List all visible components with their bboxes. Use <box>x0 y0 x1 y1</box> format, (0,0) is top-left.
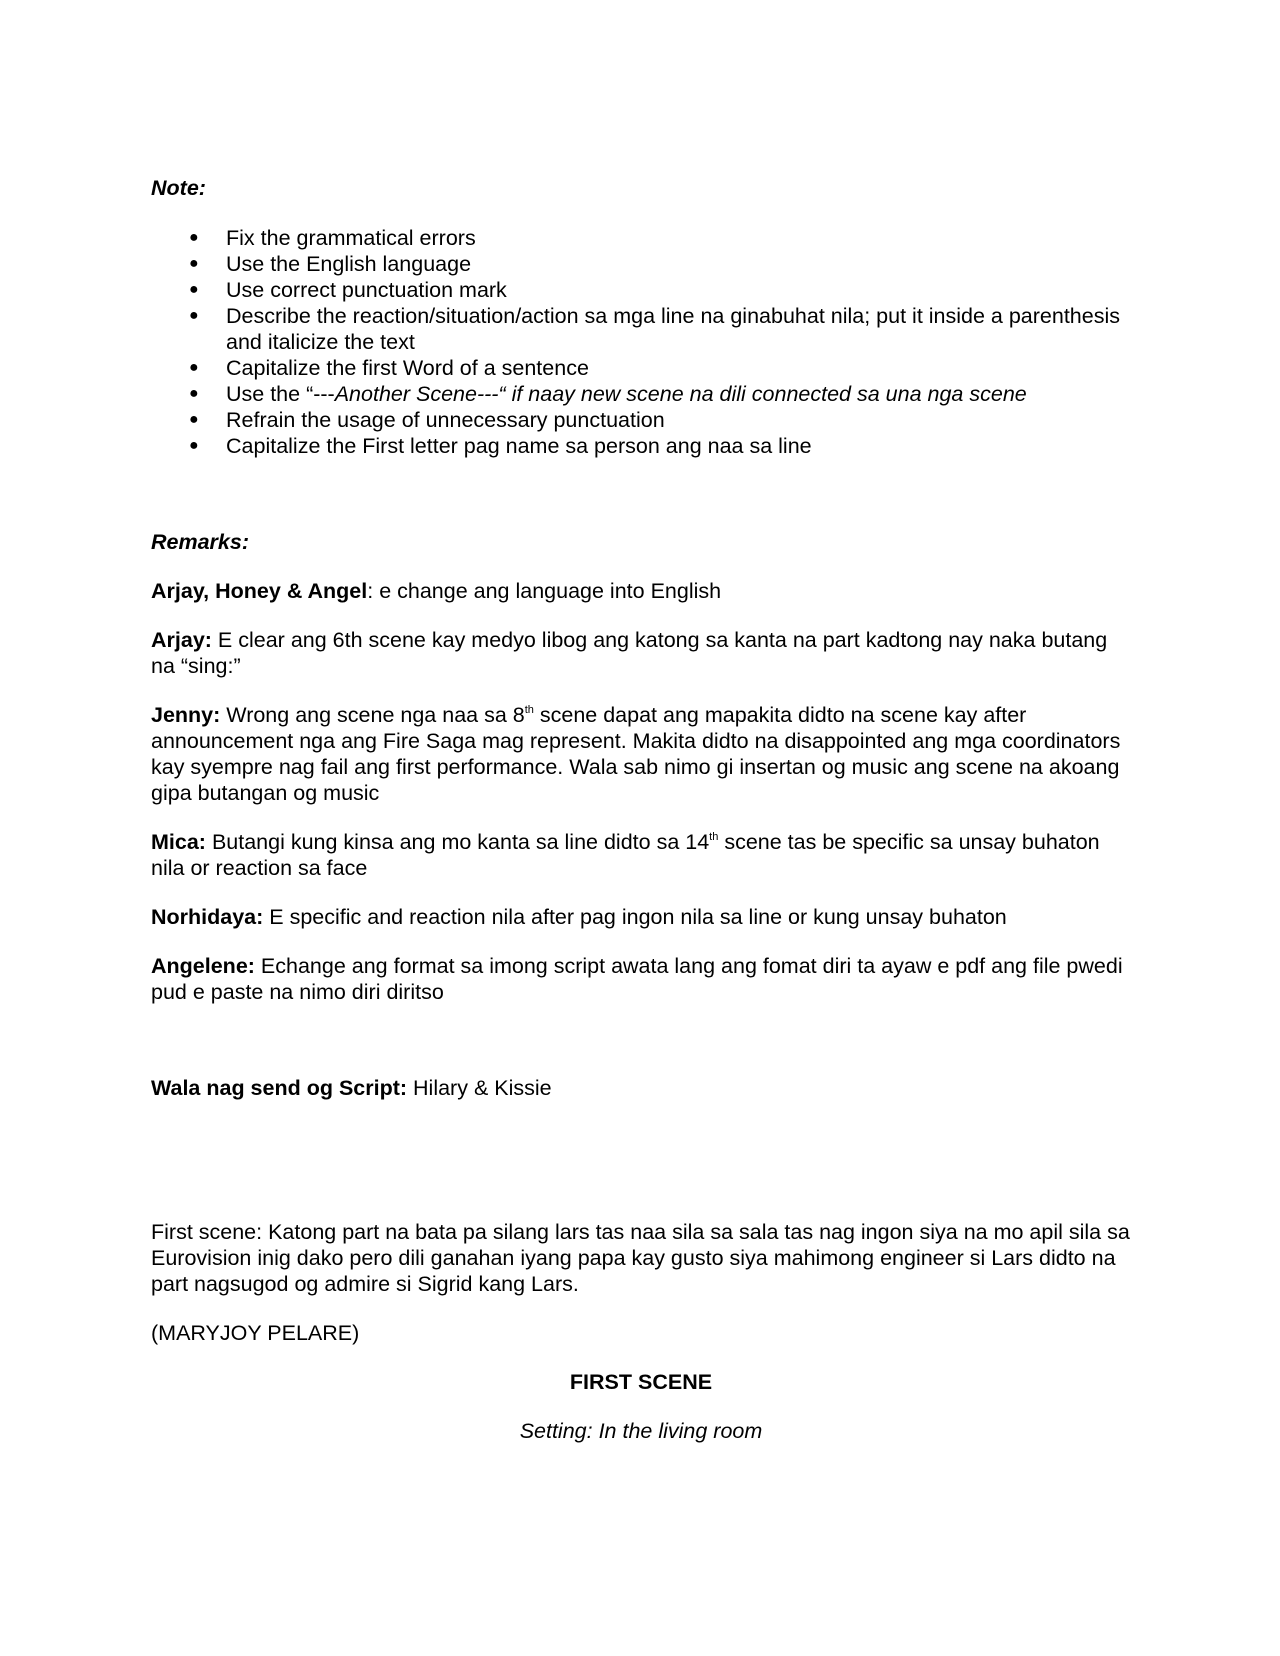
list-item: ● Refrain the usage of unnecessary punctuation <box>189 408 665 432</box>
bullet-icon: ● <box>189 385 199 402</box>
scene-author: (MARYJOY PELARE) <box>151 1321 360 1345</box>
remark-arjay-honey-angel: Arjay, Honey & Angel: e change ang language into English <box>151 579 722 603</box>
list-item: ● Capitalize the First letter pag name sa person ang naa sa line <box>189 434 812 458</box>
remark-mica: Mica: Butangi kung kinsa ang mo kanta sa line didto sa 14th scene tas be specific sa unsay buhaton nila or reaction sa face <box>151 830 1100 880</box>
list-item: ● Use the English language <box>189 252 472 276</box>
remark-arjay: Arjay: E clear ang 6th scene kay medyo libog ang katong sa kanta na part kadtong nay naka butang na “sing:” <box>151 628 1108 678</box>
remark-jenny: Jenny: Wrong ang scene nga naa sa 8th scene dapat ang mapakita didto na scene kay after announcement nga ang Fire Saga mag represent. Makita didto na disappointed ang mga coordinators kay syempre nag fail ang first performance. Wala sab nimo gi insertan og music ang scene na akoang gipa butangan og music <box>151 703 1121 805</box>
list-item: ● Use the “---Another Scene---“ if naay new scene na dili connected sa una nga scene <box>189 382 1027 406</box>
bullet-icon: ● <box>189 437 199 454</box>
remark-no-script: Wala nag send og Script: Hilary & Kissie <box>151 1076 552 1100</box>
scene-summary: First scene: Katong part na bata pa silang lars tas naa sila sa sala tas nag ingon siya na mo apil sila sa Eurovision inig dako pero dili ganahan iyang papa kay gusto siya mahimong engineer si Lars didto na part nagsugod og admire si Sigrid kang Lars. <box>151 1220 1130 1296</box>
note-heading: Note: <box>151 176 206 200</box>
scene-title: FIRST SCENE <box>569 1370 713 1394</box>
bullet-icon: ● <box>189 229 199 246</box>
note-list <box>151 225 1131 459</box>
remark-norhidaya: Norhidaya: E specific and reaction nila after pag ingon nila sa line or kung unsay buhaton <box>151 905 1007 929</box>
list-item: ● Describe the reaction/situation/action sa mga line na ginabuhat nila; put it inside a parenthesis and italicize the text <box>189 304 1120 354</box>
bullet-icon: ● <box>189 411 199 428</box>
list-item: ● Use correct punctuation mark <box>189 278 507 302</box>
bullet-icon: ● <box>189 359 199 376</box>
document-page <box>151 175 1131 1444</box>
bullet-icon: ● <box>189 255 199 272</box>
list-item: ● Capitalize the first Word of a sentence <box>189 356 589 380</box>
bullet-icon: ● <box>189 307 199 324</box>
list-item: ● Fix the grammatical errors <box>189 226 476 250</box>
remark-angelene: Angelene: Echange ang format sa imong script awata lang ang fomat diri ta ayaw e pdf ang file pwedi pud e paste na nimo diri diritso <box>151 954 1123 1004</box>
scene-setting: Setting: In the living room <box>519 1419 763 1443</box>
remarks-heading: Remarks: <box>151 530 249 554</box>
bullet-icon: ● <box>189 281 199 298</box>
